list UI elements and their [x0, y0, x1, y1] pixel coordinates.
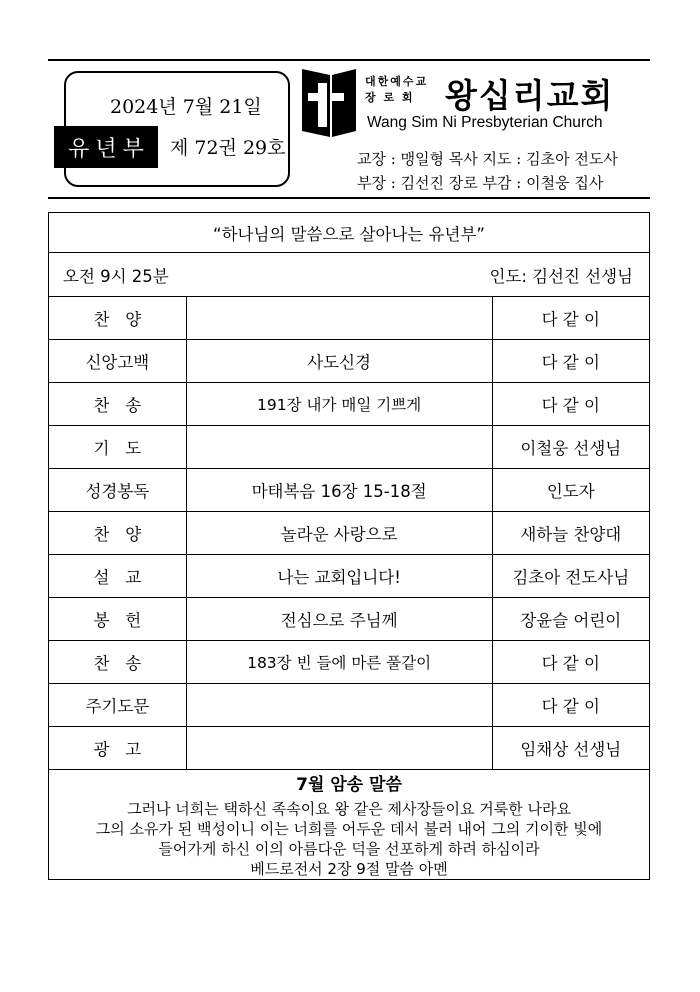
- order-item: 찬 송: [49, 383, 187, 426]
- order-leader: 이철웅 선생님: [492, 426, 649, 469]
- order-row: [49, 512, 650, 555]
- church-name-korean: 왕십리교회: [445, 76, 615, 115]
- order-content: [186, 684, 492, 727]
- memory-verse: [49, 770, 650, 880]
- order-content: [186, 426, 492, 469]
- order-content: [186, 727, 492, 770]
- order-content: 나는 교회입니다!: [186, 555, 492, 598]
- order-row: [49, 426, 650, 469]
- memory-verse-title: 7월 암송 말씀: [296, 775, 402, 795]
- denomination-line1: 대한예수교: [365, 75, 429, 88]
- order-content: [186, 297, 492, 340]
- service-leader: 인도: 김선진 선생님: [489, 266, 633, 286]
- order-content: 전심으로 주님께: [186, 598, 492, 641]
- order-item: 찬 송: [49, 641, 187, 684]
- order-row: [49, 340, 650, 383]
- order-leader: 다 같 이: [492, 684, 649, 727]
- order-leader: 다 같 이: [492, 383, 649, 426]
- bulletin-volume: 제 72권 29호: [170, 137, 286, 159]
- order-leader: 다 같 이: [492, 297, 649, 340]
- order-row: [49, 297, 650, 340]
- service-info-row: [49, 253, 650, 297]
- order-leader: 김초아 전도사님: [492, 555, 649, 598]
- order-row: [49, 727, 650, 770]
- denomination: [365, 74, 428, 106]
- church-name-english: Wang Sim Ni Presbyterian Church: [367, 114, 603, 131]
- memory-verse-reference: 베드로전서 2장 9절 말씀 아멘: [250, 860, 448, 878]
- denomination-line2: 장 로 회: [365, 91, 415, 104]
- order-item: 광 고: [49, 727, 187, 770]
- order-leader: 다 같 이: [492, 641, 649, 684]
- order-leader: 장윤슬 어린이: [492, 598, 649, 641]
- order-content: 183장 빈 들에 마른 풀같이: [186, 641, 492, 684]
- order-content: 사도신경: [186, 340, 492, 383]
- theme-text: “하나님의 말씀으로 살아나는 유년부”: [49, 213, 650, 253]
- order-content: 191장 내가 매일 기쁘게: [186, 383, 492, 426]
- order-item: 성경봉독: [49, 469, 187, 512]
- order-item: 찬 양: [49, 297, 187, 340]
- order-row: [49, 469, 650, 512]
- order-item: 신앙고백: [49, 340, 187, 383]
- header-bottom-rule: [48, 197, 650, 199]
- memory-verse-line: 들어가게 하신 이의 아름다운 덕을 선포하게 하려 하심이라: [158, 840, 540, 858]
- order-leader: 다 같 이: [492, 340, 649, 383]
- staff-line-1: 교장 : 맹일형 목사 지도 : 김초아 전도사: [357, 150, 618, 168]
- bulletin-date: 2024년 7월 21일: [110, 96, 262, 118]
- order-row: [49, 684, 650, 727]
- order-content: 놀라운 사랑으로: [186, 512, 492, 555]
- order-item: 찬 양: [49, 512, 187, 555]
- theme-row: [49, 213, 650, 253]
- service-time: 오전 9시 25분: [63, 266, 169, 286]
- staff-line-2: 부장 : 김선진 장로 부감 : 이철웅 집사: [357, 174, 604, 192]
- order-item: 기 도: [49, 426, 187, 469]
- department-badge: 유년부: [54, 126, 158, 168]
- order-leader: 인도자: [492, 469, 649, 512]
- order-leader: 임채상 선생님: [492, 727, 649, 770]
- top-rule: [48, 59, 650, 61]
- order-item: 주기도문: [49, 684, 187, 727]
- order-leader: 새하늘 찬양대: [492, 512, 649, 555]
- order-row: [49, 383, 650, 426]
- memory-verse-row: [49, 770, 650, 880]
- memory-verse-line: 그의 소유가 된 백성이니 이는 너희를 어두운 데서 불러 내어 그의 기이한 빛에: [95, 820, 603, 838]
- memory-verse-line: 그러나 너희는 택하신 족속이요 왕 같은 제사장들이요 거룩한 나라요: [127, 800, 571, 818]
- order-row: [49, 598, 650, 641]
- worship-order-table: [48, 212, 650, 880]
- order-row: [49, 641, 650, 684]
- order-row: [49, 555, 650, 598]
- order-item: 봉 헌: [49, 598, 187, 641]
- church-cross-logo-icon: [300, 67, 358, 139]
- order-content: 마태복음 16장 15-18절: [186, 469, 492, 512]
- order-item: 설 교: [49, 555, 187, 598]
